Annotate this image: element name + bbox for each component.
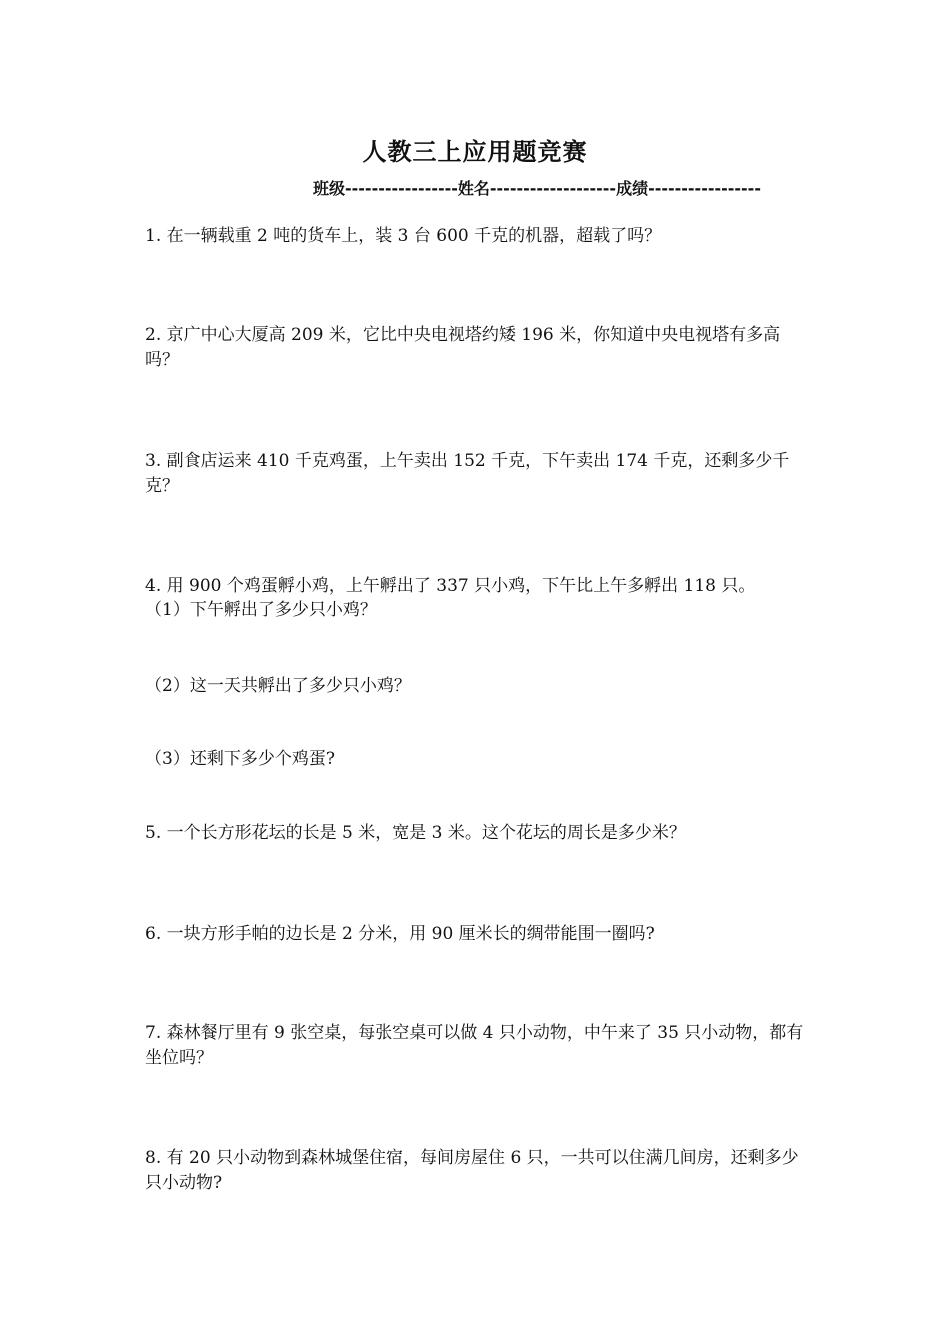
- question-7: 7. 森林餐厅里有 9 张空桌，每张空桌可以做 4 只小动物，中午来了 35 只小动物，都有坐位吗？: [145, 1023, 804, 1068]
- question-1: 1. 在一辆载重 2 吨的货车上，装 3 台 600 千克的机器，超载了吗？: [145, 226, 662, 246]
- question-6: 6. 一块方形手帕的边长是 2 分米，用 90 厘米长的绸带能围一圈吗?: [145, 924, 655, 944]
- question-4-part-3: （3）还剩下多少个鸡蛋?: [145, 749, 335, 769]
- page-title: 人教三上应用题竞赛: [362, 138, 588, 166]
- question-8: 8. 有 20 只小动物到森林城堡住宿，每间房屋住 6 只，一共可以住满几间房，还剩多少只小动物?: [145, 1148, 799, 1193]
- question-4-part-2: （2）这一天共孵出了多少只小鸡？: [145, 676, 411, 696]
- student-info-line: 班级-----------------姓名-------------------成绩-----------------: [313, 179, 761, 198]
- question-3: 3. 副食店运来 410 千克鸡蛋，上午卖出 152 千克，下午卖出 174 千克，还剩多少千克？: [145, 451, 790, 496]
- question-5: 5. 一个长方形花坛的长是 5 米，宽是 3 米。这个花坛的周长是多少米？: [145, 823, 686, 843]
- question-4: 4. 用 900 个鸡蛋孵小鸡，上午孵出了 337 只小鸡，下午比上午多孵出 118 只。: [145, 576, 756, 596]
- question-2: 2. 京广中心大厦高 209 米，它比中央电视塔约矮 196 米，你知道中央电视塔有多高吗？: [145, 325, 781, 370]
- question-4-part-1: （1）下午孵出了多少只小鸡？: [145, 600, 377, 620]
